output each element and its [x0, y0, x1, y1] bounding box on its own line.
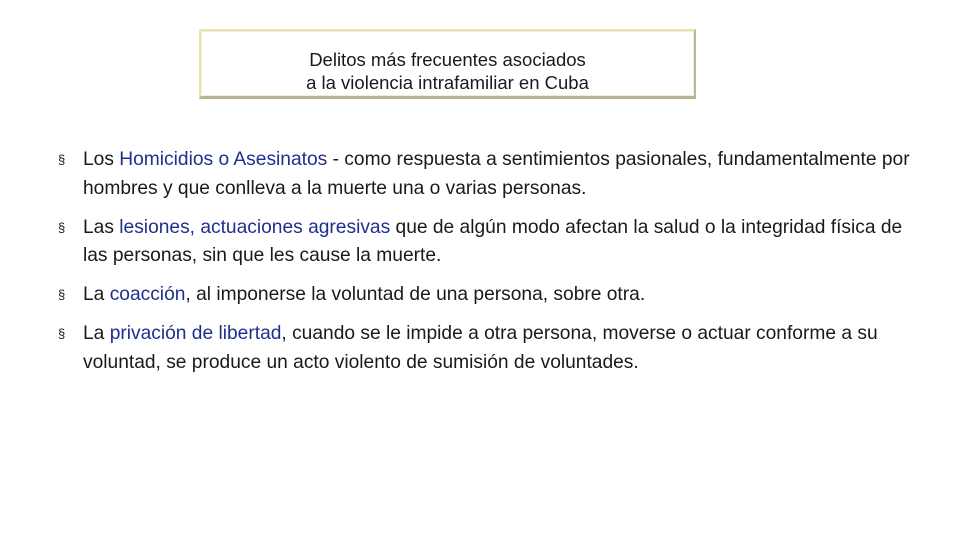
bullet-list	[58, 146, 928, 388]
bullet-text-pre: La	[83, 284, 110, 305]
bullet-item-lesiones	[58, 214, 928, 271]
bullet-text-post: , cuando se le impide a otra persona, moverse o actuar conforme a su voluntad, se produce un acto violento de sumisión de voluntades.	[83, 323, 878, 373]
bullet-text-post: , al imponerse la voluntad de una persona, sobre otra.	[185, 284, 646, 305]
bullet-text-pre: Los	[83, 149, 120, 170]
bullet-item-coaccion	[58, 281, 928, 310]
bullet-highlight: coacción	[109, 284, 186, 305]
bullet-marker-icon: §	[58, 219, 66, 235]
bullet-highlight: privación de libertad	[109, 323, 282, 344]
bullet-marker-icon: §	[58, 287, 66, 302]
slide-title-box	[199, 29, 696, 99]
bullet-highlight: Homicidios o Asesinatos	[119, 149, 328, 170]
bullet-item-privacion	[58, 320, 928, 377]
bullet-marker-icon: §	[58, 326, 66, 341]
bullet-item-homicidios	[58, 146, 928, 203]
bullet-text-post: que de algún modo afectan la salud o la integridad física de las personas, sin que les cause la muerte.	[83, 216, 903, 266]
bullet-text-post: - como respuesta a sentimientos pasionales, fundamentalmente por hombres y que conlleva a la muerte una o varias personas.	[83, 149, 910, 199]
bullet-marker-icon: §	[58, 152, 66, 167]
slide-title-line-2: a la violencia intrafamiliar en Cuba	[306, 72, 589, 93]
bullet-highlight: lesiones, actuaciones agresivas	[119, 216, 391, 238]
slide-title-line-1: Delitos más frecuentes asociados	[309, 49, 586, 70]
bullet-text-pre: La	[83, 323, 110, 344]
bullet-text-pre: Las	[83, 216, 120, 238]
